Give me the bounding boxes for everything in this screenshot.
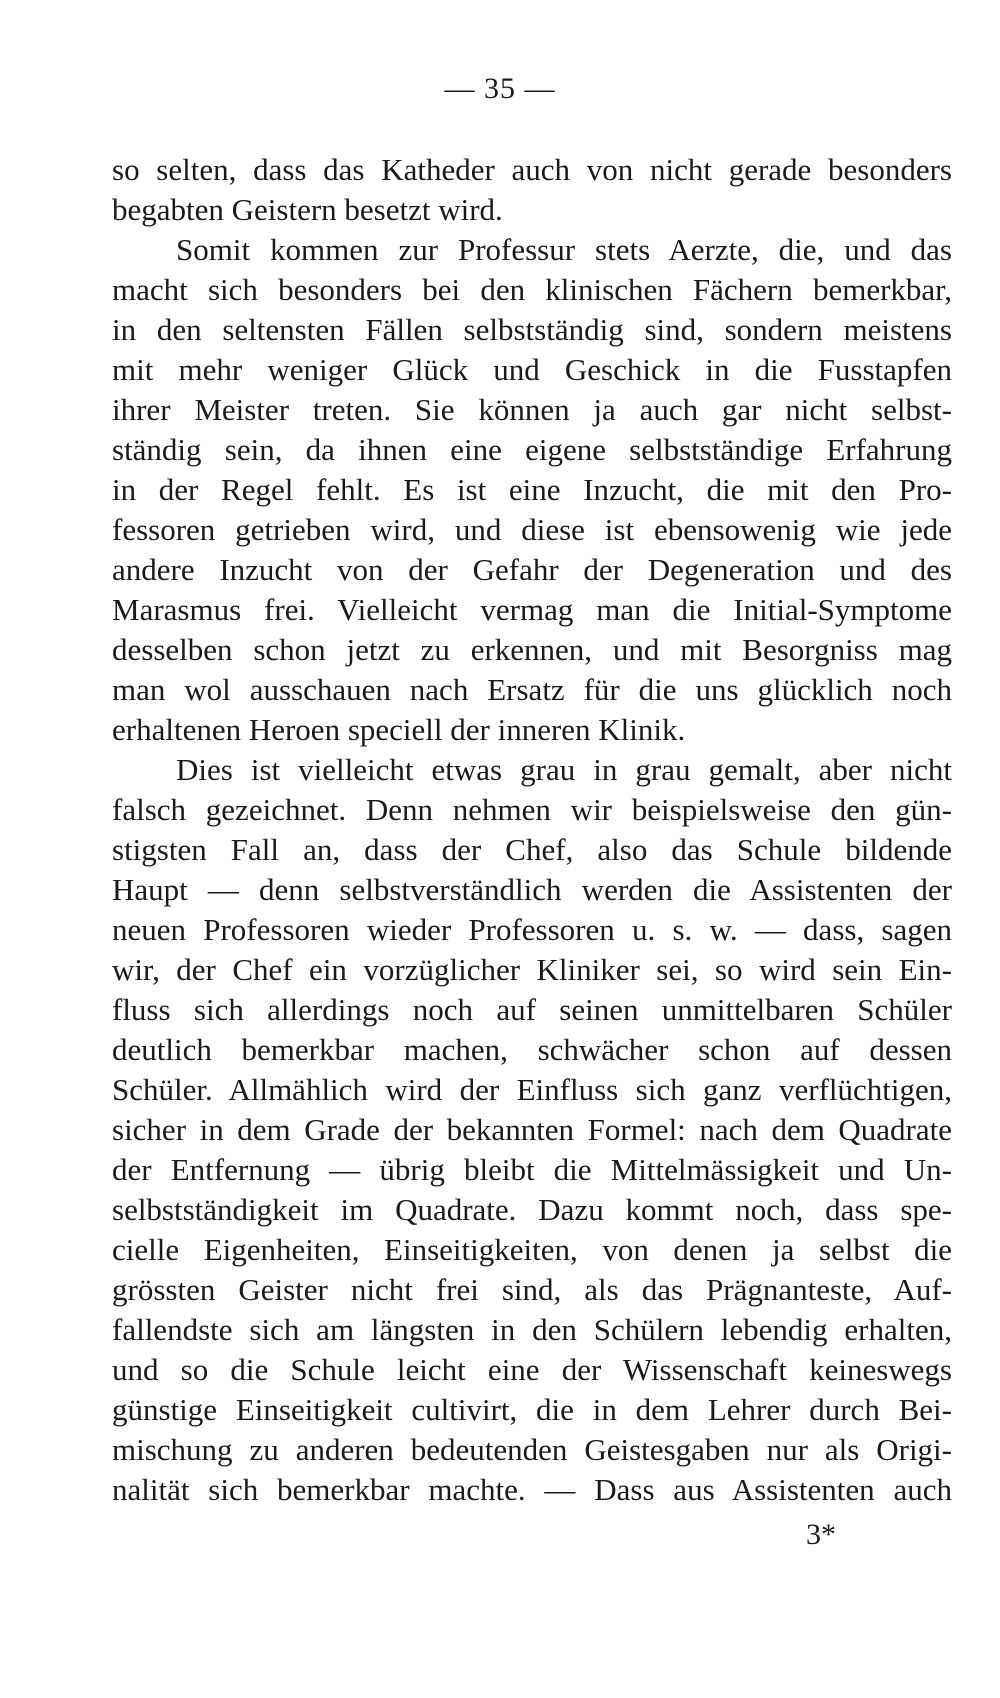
- text-line: Schüler. Allmählich wird der Einfluss sich ganz verflüchtigen,: [112, 1072, 952, 1107]
- text-line: der Entfernung — übrig bleibt die Mittelmässigkeit und Un-: [112, 1152, 952, 1187]
- text-line: macht sich besonders bei den klinischen Fächern bemerkbar,: [112, 272, 952, 307]
- text-line: ihrer Meister treten. Sie können ja auch gar nicht selbst-: [112, 392, 952, 427]
- text-line: nalität sich bemerkbar machte. — Dass aus Assistenten auch: [112, 1472, 952, 1507]
- text-line: fluss sich allerdings noch auf seinen unmittelbaren Schüler: [112, 992, 952, 1027]
- text-line: und so die Schule leicht eine der Wissenschaft keineswegs: [112, 1352, 952, 1387]
- text-line: deutlich bemerkbar machen, schwächer schon auf dessen: [112, 1032, 952, 1067]
- text-line: man wol ausschauen nach Ersatz für die uns glücklich noch: [112, 672, 952, 707]
- text-line: in den seltensten Fällen selbstständig sind, sondern meistens: [112, 312, 952, 347]
- text-line: Marasmus frei. Vielleicht vermag man die Initial-Symptome: [112, 592, 952, 627]
- body-text: [112, 150, 952, 1510]
- text-line: fallendste sich am längsten in den Schülern lebendig erhalten,: [112, 1312, 952, 1347]
- text-line: Haupt — denn selbstverständlich werden die Assistenten der: [112, 872, 952, 907]
- text-line: sicher in dem Grade der bekannten Formel: nach dem Quadrate: [112, 1112, 952, 1147]
- text-line: Dies ist vielleicht etwas grau in grau gemalt, aber nicht: [176, 752, 952, 787]
- text-line: stigsten Fall an, dass der Chef, also das Schule bildende: [112, 832, 952, 867]
- text-line: mischung zu anderen bedeutenden Geistesgaben nur als Origi-: [112, 1432, 952, 1467]
- text-line: desselben schon jetzt zu erkennen, und mit Besorgniss mag: [112, 632, 952, 667]
- text-line: Somit kommen zur Professur stets Aerzte, die, und das: [176, 232, 952, 267]
- text-line: selbstständigkeit im Quadrate. Dazu kommt noch, dass spe-: [112, 1192, 952, 1227]
- text-line: neuen Professoren wieder Professoren u. s. w. — dass, sagen: [112, 912, 952, 947]
- text-line: in der Regel fehlt. Es ist eine Inzucht, die mit den Pro-: [112, 472, 952, 507]
- text-line: cielle Eigenheiten, Einseitigkeiten, von denen ja selbst die: [112, 1232, 952, 1267]
- text-line: erhaltenen Heroen speciell der inneren Klinik.: [112, 712, 686, 747]
- text-line: ständig sein, da ihnen eine eigene selbstständige Erfahrung: [112, 432, 952, 467]
- text-line: so selten, dass das Katheder auch von nicht gerade besonders: [112, 152, 952, 187]
- text-line: grössten Geister nicht frei sind, als das Prägnanteste, Auf-: [112, 1272, 952, 1307]
- text-line: wir, der Chef ein vorzüglicher Kliniker sei, so wird sein Ein-: [112, 952, 952, 987]
- text-line: fessoren getrieben wird, und diese ist ebensowenig wie jede: [112, 512, 952, 547]
- page-number-header: — 35 —: [444, 72, 556, 105]
- signature-mark: 3*: [806, 1518, 836, 1551]
- text-line: falsch gezeichnet. Denn nehmen wir beispielsweise den gün-: [112, 792, 952, 827]
- text-line: mit mehr weniger Glück und Geschick in die Fusstapfen: [112, 352, 952, 387]
- text-line: günstige Einseitigkeit cultivirt, die in dem Lehrer durch Bei-: [112, 1392, 952, 1427]
- text-line: andere Inzucht von der Gefahr der Degeneration und des: [112, 552, 952, 587]
- text-line: begabten Geistern besetzt wird.: [112, 192, 503, 227]
